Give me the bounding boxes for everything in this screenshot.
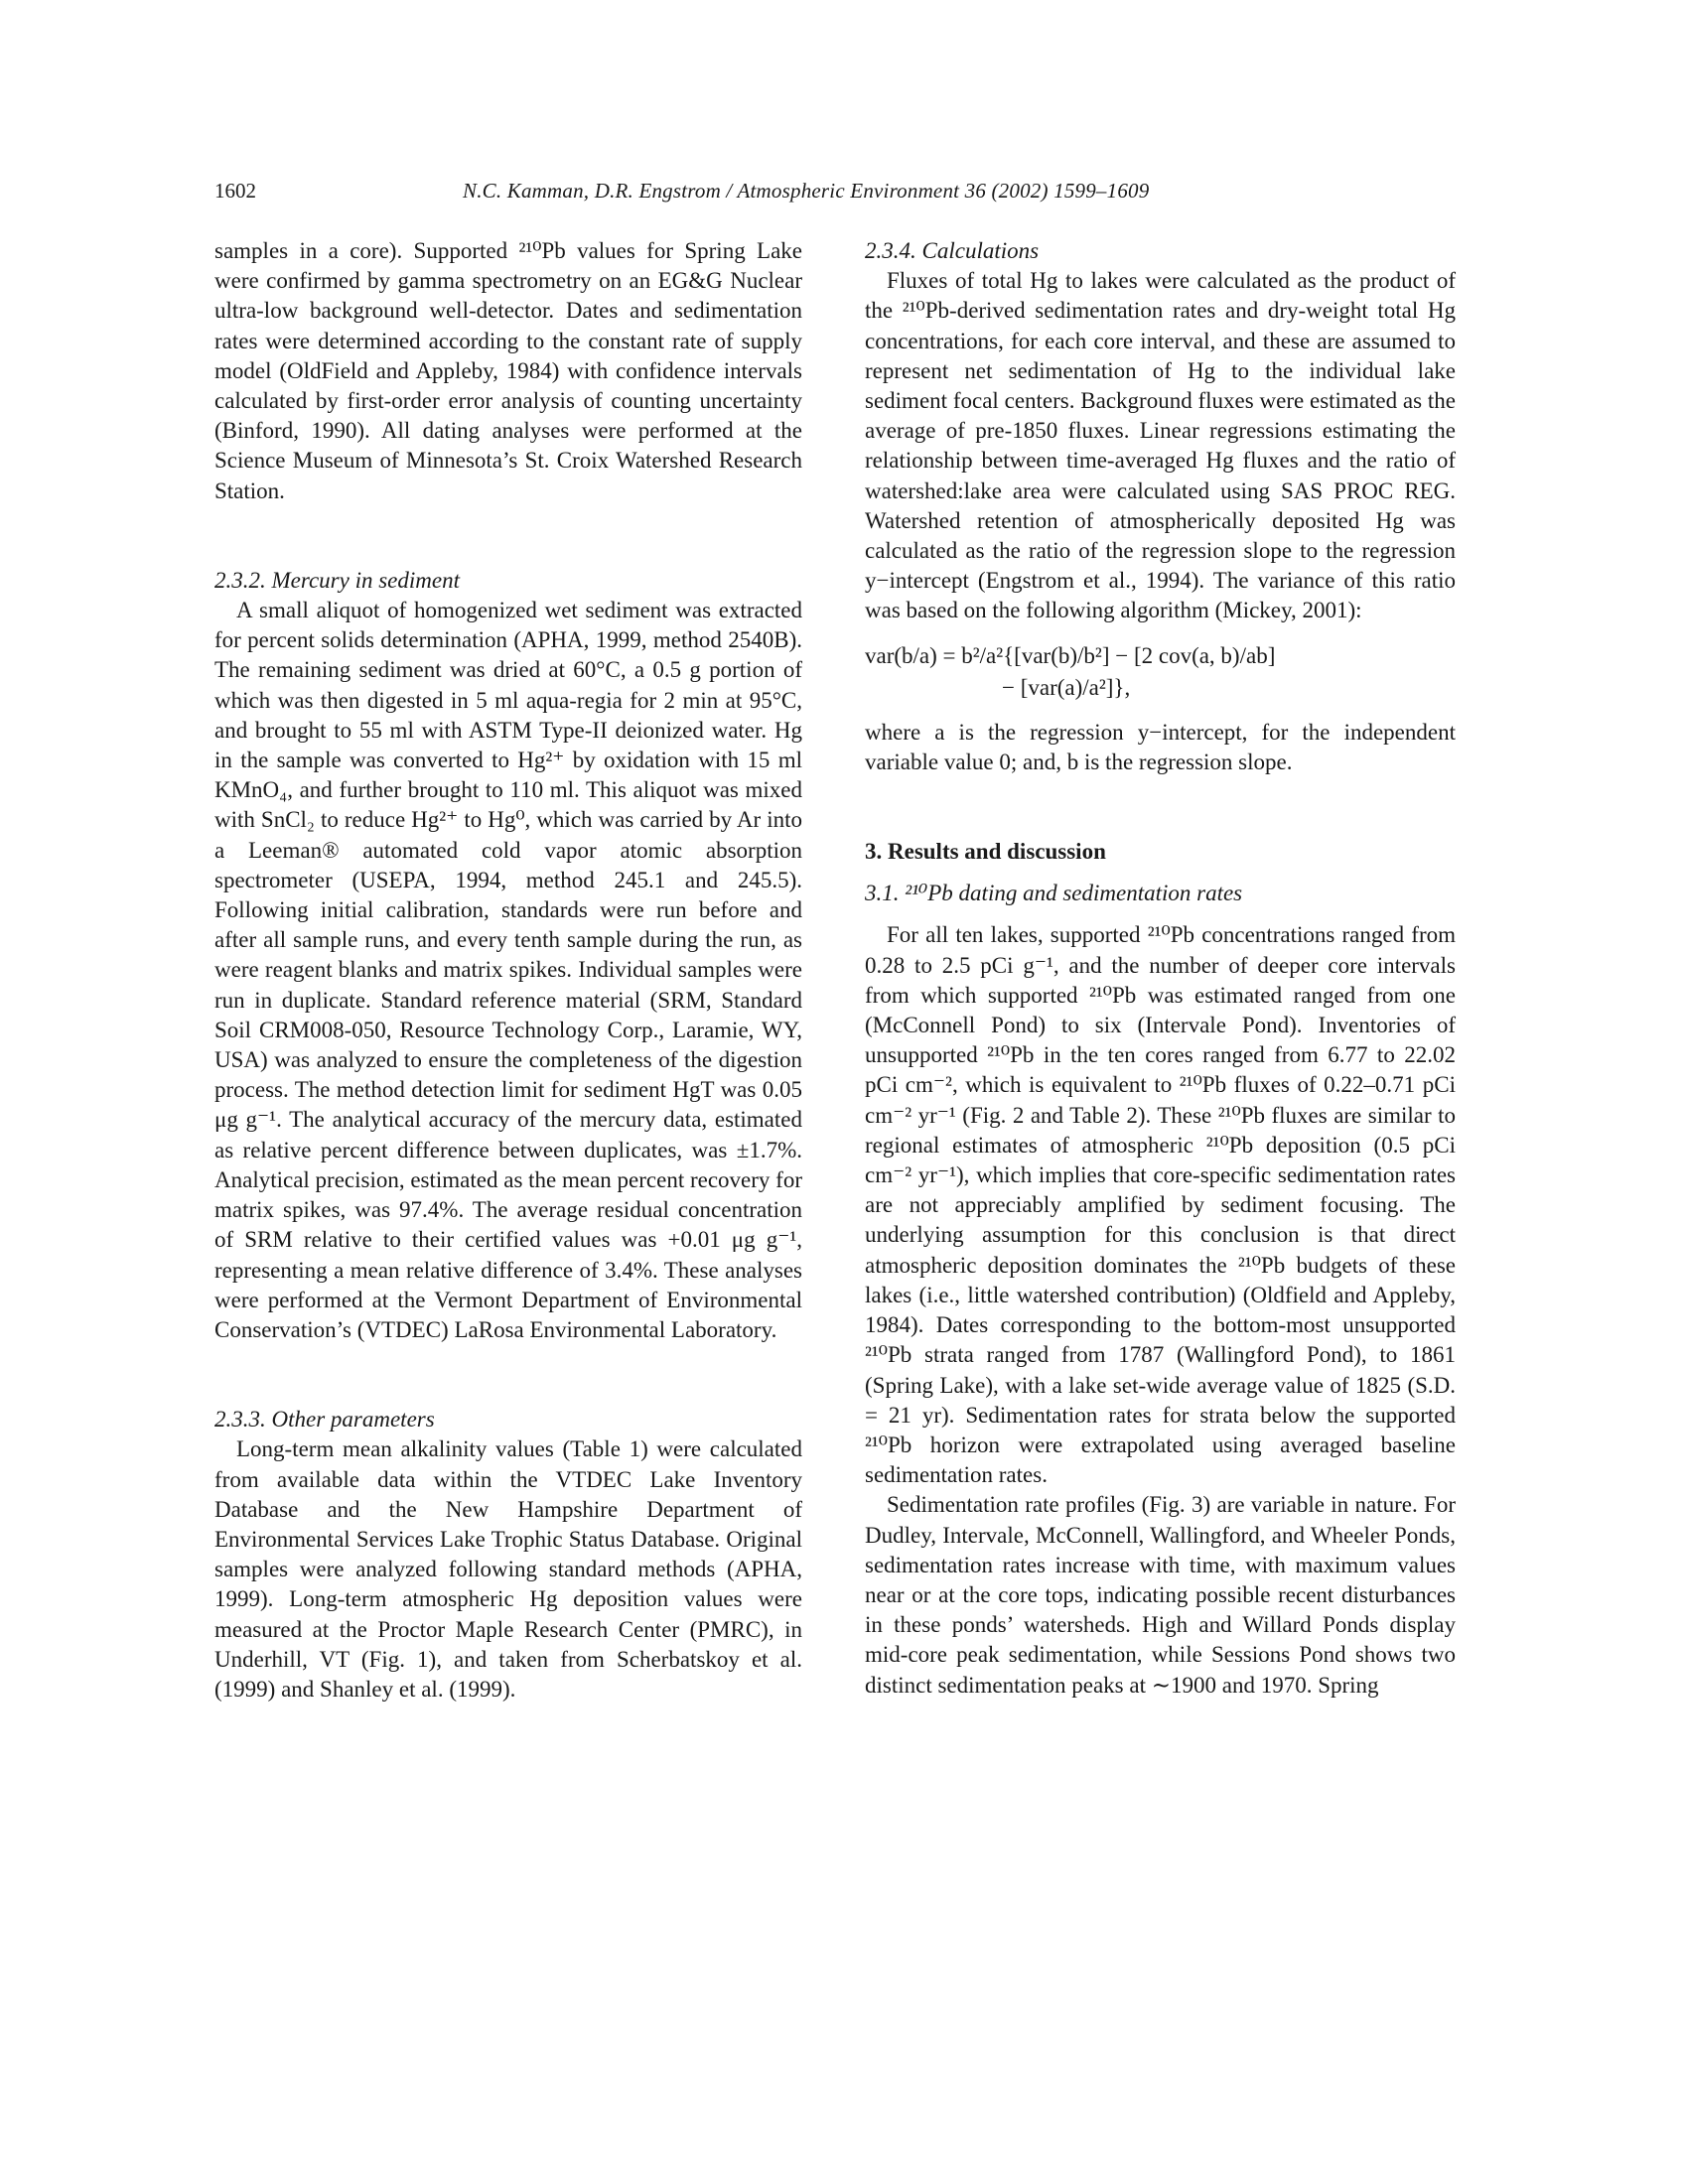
page-header bbox=[214, 179, 1466, 205]
running-head: N.C. Kamman, D.R. Engstrom / Atmospheric Environment 36 (2002) 1599–1609 bbox=[463, 179, 1150, 203]
paragraph-continuation: samples in a core). Supported ²¹⁰Pb values for Spring Lake were confirmed by gamma spectrometry on an EG&G Nuclear ultra-low background well-detector. Dates and sedimentation rates were determined according to the constant rate of supply model (OldField and Appleby, 1984) with confidence intervals calculated by first-order error analysis of counting uncertainty (Binford, 1990). All dating analyses were performed at the Science Museum of Minnesota’s St. Croix Watershed Research Station. bbox=[214, 238, 802, 503]
section-heading-3-1: 3.1. ²¹⁰Pb dating and sedimentation rates bbox=[865, 881, 1243, 906]
left-column bbox=[214, 236, 802, 1705]
section-heading-3: 3. Results and discussion bbox=[865, 839, 1106, 865]
section-heading-2-3-3: 2.3.3. Other parameters bbox=[214, 1407, 435, 1433]
section-heading-2-3-4: 2.3.4. Calculations bbox=[865, 238, 1040, 263]
equation-line-1: var(b/a) = b²/a²{[var(b)/b²] − [2 cov(a, b)/ab] bbox=[865, 642, 1276, 668]
section-body-2-3-4: Fluxes of total Hg to lakes were calculated as the product of the ²¹⁰Pb-derived sedimentation rates and dry-weight total Hg concentrations, for each core interval, and these are assumed to represent net sedimentation of Hg to the individual lake sediment focal centers. Background fluxes were estimated as the average of pre-1850 fluxes. Linear regressions estimating the relationship between time-averaged Hg fluxes and the ratio of watershed:lake area were calculated using SAS PROC REG. Watershed retention of atmospherically deposited Hg was calculated as the ratio of the regression slope to the regression y−intercept (Engstrom et al., 1994). The variance of this ratio was based on the following algorithm (Mickey, 2001): bbox=[865, 268, 1456, 623]
right-column bbox=[865, 236, 1456, 1701]
section-body-3-1-para-2: Sedimentation rate profiles (Fig. 3) are variable in nature. For Dudley, Intervale, McConnell, Wallingford, and Wheeler Ponds, sedimentation rates increase with time, with maximum values near or at the core tops, indicating possible recent disturbances in these ponds’ watersheds. High and Willard Ponds display mid-core peak sedimentation, while Sessions Pond shows two distinct sedimentation peaks at ∼1900 and 1970. Spring bbox=[865, 1492, 1456, 1698]
section-body-2-3-2: A small aliquot of homogenized wet sediment was extracted for percent solids determination (APHA, 1999, method 2540B). The remaining sediment was dried at 60°C, a 0.5 g portion of which was then digested in 5 ml aqua-regia for 2 min at 95°C, and brought to 55 ml with ASTM Type-II deionized water. Hg in the sample was converted to Hg²⁺ by oxidation with 15 ml KMnO₄, and further brought to 110 ml. This aliquot was mixed with SnCl₂ to reduce Hg²⁺ to Hg⁰, which was carried by Ar into a Leeman® automated cold vapor atomic absorption spectrometer (USEPA, 1994, method 245.1 and 245.5). Following initial calibration, standards were run before and after all sample runs, and every tenth sample during the run, as were reagent blanks and matrix spikes. Individual samples were run in duplicate. Standard reference material (SRM, Standard Soil CRM008-050, Resource Technology Corp., Laramie, WY, USA) was analyzed to ensure the completeness of the digestion process. The method detection limit for sediment HgT was 0.05 μg g⁻¹. The analytical accuracy of the mercury data, estimated as relative percent difference between duplicates, was ±1.7%. Analytical precision, estimated as the mean percent recovery for matrix spikes, was 97.4%. The average residual concentration of SRM relative to their certified values was +0.01 μg g⁻¹, representing a mean relative difference of 3.4%. These analyses were performed at the Vermont Department of Environmental Conservation’s (VTDEC) LaRosa Environmental Laboratory. bbox=[214, 598, 802, 1342]
page-number: 1602 bbox=[214, 179, 256, 203]
equation-line-2: − [var(a)/a²]}, bbox=[1002, 674, 1131, 700]
section-body-3-1-para-1: For all ten lakes, supported ²¹⁰Pb concentrations ranged from 0.28 to 2.5 pCi g⁻¹, and the number of deeper core intervals from which supported ²¹⁰Pb was estimated ranged from one (McConnell Pond) to six (Intervale Pond). Inventories of unsupported ²¹⁰Pb in the ten cores ranged from 6.77 to 22.02 pCi cm⁻², which is equivalent to ²¹⁰Pb fluxes of 0.22–0.71 pCi cm⁻² yr⁻¹ (Fig. 2 and Table 2). These ²¹⁰Pb fluxes are similar to regional estimates of atmospheric ²¹⁰Pb deposition (0.5 pCi cm⁻² yr⁻¹), which implies that core-specific sedimentation rates are not appreciably amplified by sediment focusing. The underlying assumption for this conclusion is that direct atmospheric deposition dominates the ²¹⁰Pb budgets of these lakes (i.e., little watershed contribution) (Oldfield and Appleby, 1984). Dates corresponding to the bottom-most unsupported ²¹⁰Pb strata ranged from 1787 (Wallingford Pond), to 1861 (Spring Lake), with a lake set-wide average value of 1825 (S.D. = 21 yr). Sedimentation rates for strata below the supported ²¹⁰Pb horizon were extrapolated using averaged baseline sedimentation rates. bbox=[865, 922, 1456, 1488]
variance-equation bbox=[865, 640, 1456, 704]
section-body-2-3-3: Long-term mean alkalinity values (Table 1) were calculated from available data within the VTDEC Lake Inventory Database and the New Hampshire Department of Environmental Services Lake Trophic Status Database. Original samples were analyzed following standard methods (APHA, 1999). Long-term atmospheric Hg deposition values were measured at the Proctor Maple Research Center (PMRC), in Underhill, VT (Fig. 1), and taken from Scherbatskoy et al. (1999) and Shanley et al. (1999). bbox=[214, 1436, 802, 1702]
equation-note: where a is the regression y−intercept, for the independent variable value 0; and, b is the regression slope. bbox=[865, 719, 1456, 774]
section-heading-2-3-2: 2.3.2. Mercury in sediment bbox=[214, 567, 460, 593]
